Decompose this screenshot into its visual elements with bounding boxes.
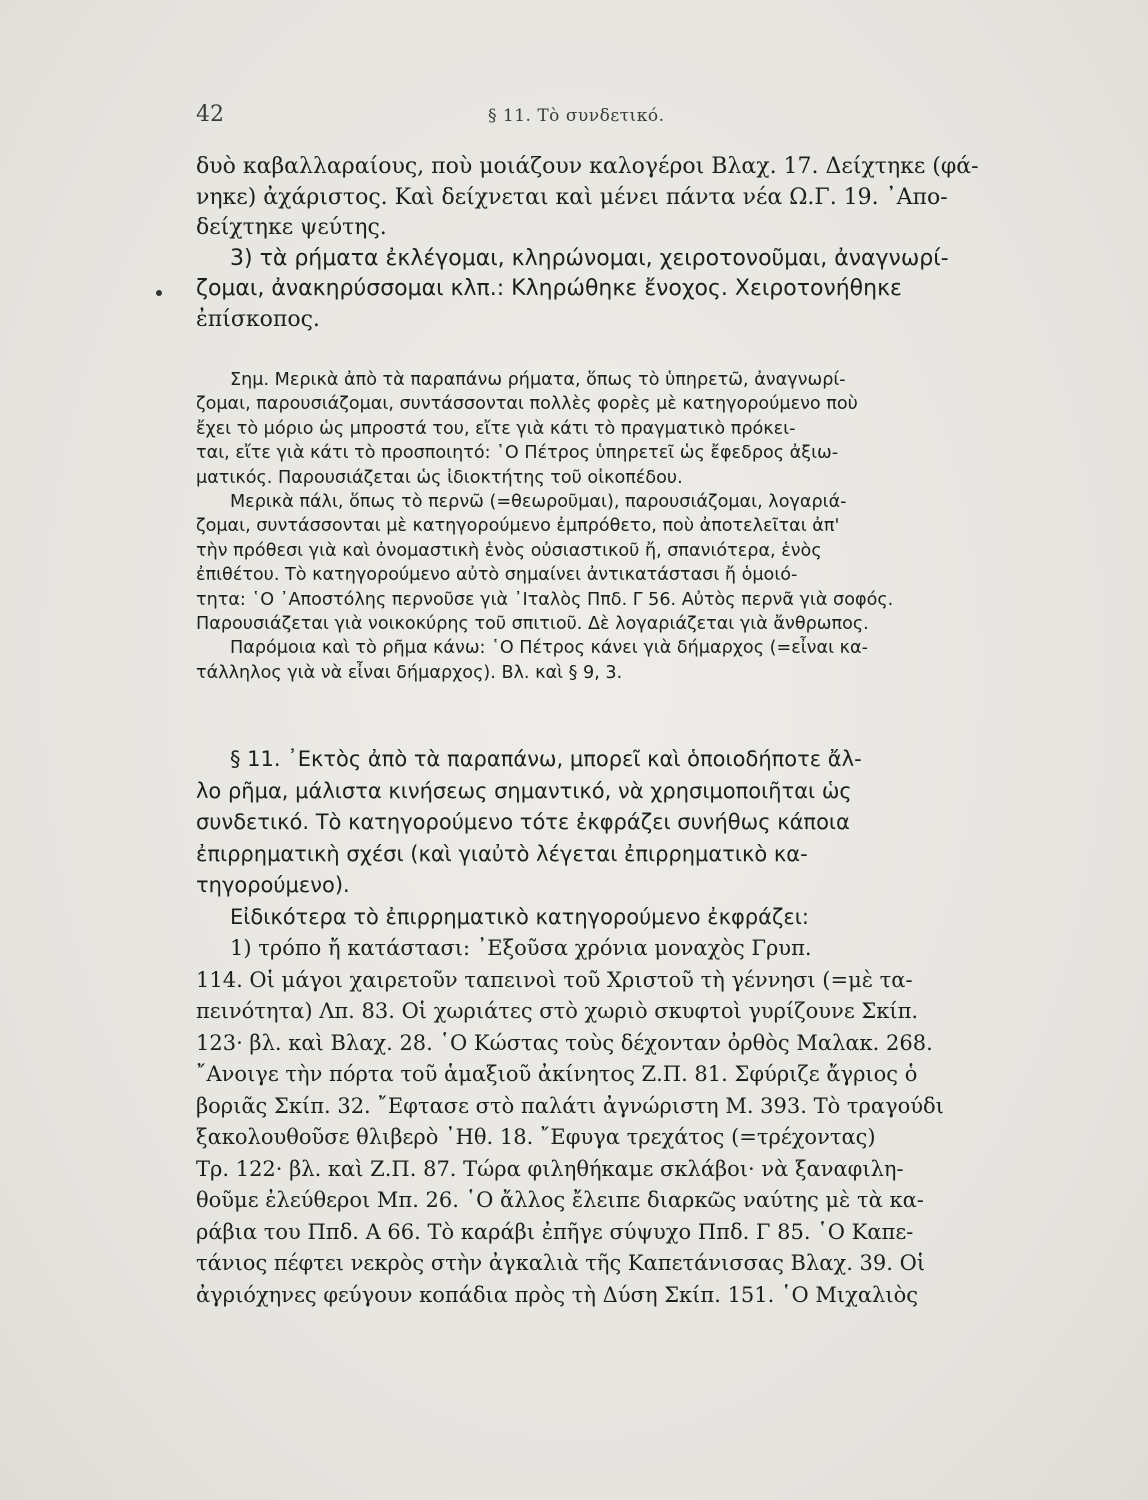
text-line: τηγορούμενο). xyxy=(196,873,350,897)
text-line: συνδετικό. Τὸ κατηγορούμενο τότε ἐκφράζει συνήθως κάποια xyxy=(196,810,850,834)
note-line: ἔχει τὸ μόριο ὡς μπροστά του, εἴτε γιὰ κάτι τὸ πραγματικὸ πρόκει- xyxy=(196,418,796,439)
margin-dot xyxy=(156,290,162,296)
text-line: ἐπιρρηματικὴ σχέσι (καὶ γιαὐτὸ λέγεται ἐπιρρηματικὸ κα- xyxy=(196,841,808,866)
section-heading-line: § 11. ᾿Εκτὸς ἀπὸ τὰ παραπάνω, μπορεῖ καὶ ὁποιοδήποτε ἄλ- xyxy=(230,747,862,771)
text-line: ράβια του Ππδ. Α 66. Τὸ καράβι ἐπῆγε σύψυχο Ππδ. Γ 85. ῾Ο Καπε- xyxy=(196,1219,914,1244)
note-line: ἐπιθέτου. Τὸ κατηγορούμενο αὐτὸ σημαίνει ἀντικατάστασι ἤ ὁμοιό- xyxy=(196,565,798,586)
text-line: πεινότητα) Λπ. 83. Οἱ χωριάτες στὸ χωριὸ σκυφτοὶ γυρίζουνε Σκίπ. xyxy=(196,999,919,1023)
note-line: ζομαι, παρουσιάζομαι, συντάσσονται πολλὲς φορὲς μὲ κατηγορούμενο ποὺ xyxy=(196,394,858,415)
text-line: ἀγριόχηνες φεύγουν κοπάδια πρὸς τὴ Δύση Σκίπ. 151. ῾Ο Μιχαλιὸς xyxy=(196,1282,918,1307)
note-line: Παρουσιάζεται γιὰ νοικοκύρης τοῦ σπιτιοῦ. Δὲ λογαριάζεται γιὰ ἄνθρωπος. xyxy=(196,613,869,634)
running-head: § 11. Τὸ συνδετικό. xyxy=(488,106,665,126)
text-line: Τρ. 122· βλ. καὶ Ζ.Π. 87. Τώρα φιληθήκαμε σκλάβοι· νὰ ξαναφιλη- xyxy=(196,1156,904,1181)
page-number: 42 xyxy=(196,102,224,127)
note-line: ζομαι, συντάσσονται μὲ κατηγορούμενο ἐμπρόθετο, ποὺ ἀποτελεῖται ἀπ' xyxy=(196,516,840,537)
text-line: θοῦμε ἐλεύθεροι Μπ. 26. ῾Ο ἄλλος ἔλειπε διαρκῶς ναύτης μὲ τὰ κα- xyxy=(196,1188,924,1212)
text-line: δυὸ καβαλλαραίους, ποὺ μοιάζουν καλογέροι Βλαχ. 17. Δείχτηκε (φά- xyxy=(196,154,979,179)
text-line: ξακολουθοῦσε θλιβερὸ ᾿Ηθ. 18. ῎Εφυγα τρεχάτος (=τρέχοντας) xyxy=(196,1125,876,1149)
text-line: ῎Ανοιγε τὴν πόρτα τοῦ ἁμαξιοῦ ἀκίνητος Ζ.Π. 81. Σφύριζε ἄγριος ὁ xyxy=(196,1062,918,1086)
text-line: βοριᾶς Σκίπ. 32. ῎Εφτασε στὸ παλάτι ἀγνώριστη Μ. 393. Τὸ τραγούδι xyxy=(196,1093,944,1118)
text-line: 3) τὰ ρήματα ἐκλέγομαι, κληρώνομαι, χειροτονοῦμαι, ἀναγνωρί- xyxy=(230,245,949,271)
text-line: ζομαι, ἀνακηρύσσομαι κλπ.: Κληρώθηκε ἔνοχος. Χειροτονήθηκε xyxy=(196,276,902,301)
note-block xyxy=(196,368,988,685)
text-line: 1) τρόπο ἤ κατάστασι: ᾿Εξοῦσα χρόνια μοναχὸς Γρυπ. xyxy=(230,936,812,960)
text-line: Εἰδικότερα τὸ ἐπιρρηματικὸ κατηγορούμενο ἐκφράζει: xyxy=(230,904,809,929)
text-line: 114. Οἱ μάγοι χαιρετοῦν ταπεινοὶ τοῦ Χριστοῦ τὴ γέννησι (=μὲ τα- xyxy=(196,967,913,992)
text-line: λο ρῆμα, μάλιστα κινήσεως σημαντικό, νὰ χρησιμοποιῆται ὡς xyxy=(196,778,852,803)
note-line: ματικός. Παρουσιάζεται ὡς ἰδιοκτήτης τοῦ οἰκοπέδου. xyxy=(196,467,683,488)
note-line: Μερικὰ πάλι, ὅπως τὸ περνῶ (=θεωροῦμαι), παρουσιάζομαι, λογαριά- xyxy=(230,491,847,512)
page-header xyxy=(196,102,986,132)
text-line: τάνιος πέφτει νεκρὸς στὴν ἀγκαλιὰ τῆς Καπετάνισσας Βλαχ. 39. Οἱ xyxy=(196,1251,926,1275)
note-line: ται, εἴτε γιὰ κάτι τὸ προσποιητό: ῾Ο Πέτρος ὑπηρετεῖ ὡς ἔφεδρος ἀξιω- xyxy=(196,443,839,464)
text-line: 123· βλ. καὶ Βλαχ. 28. ῾Ο Κώστας τοὺς δέχονταν ὀρθὸς Μαλακ. 268. xyxy=(196,1030,933,1055)
text-line: δείχτηκε ψεύτης. xyxy=(196,215,387,240)
note-line: τητα: ῾Ο ᾿Αποστόλης περνοῦσε γιὰ ᾿Ιταλὸς Ππδ. Γ 56. Αὐτὸς περνᾶ γιὰ σοφός. xyxy=(196,589,894,610)
text-line: ἐπίσκοπος. xyxy=(196,306,320,332)
note-line: Παρόμοια καὶ τὸ ρῆμα κάνω: ῾Ο Πέτρος κάνει γιὰ δήμαρχος (=εἶναι κα- xyxy=(230,638,868,659)
section-11 xyxy=(196,744,988,1311)
text-line: νηκε) ἀχάριστος. Καὶ δείχνεται καὶ μένει πάντα νέα Ω.Γ. 19. ᾿Απο- xyxy=(196,184,948,210)
note-line: Σημ. Μερικὰ ἀπὸ τὰ παραπάνω ρήματα, ὅπως τὸ ὑπηρετῶ, ἀναγνωρί- xyxy=(230,370,846,390)
section-continuation xyxy=(196,152,988,335)
note-line: τάλληλος γιὰ νὰ εἶναι δήμαρχος). Βλ. καὶ § 9, 3. xyxy=(196,662,623,683)
note-line: τὴν πρόθεσι γιὰ καὶ ὀνομαστικὴ ἑνὸς οὐσιαστικοῦ ἤ, σπανιότερα, ἑνὸς xyxy=(196,540,822,561)
